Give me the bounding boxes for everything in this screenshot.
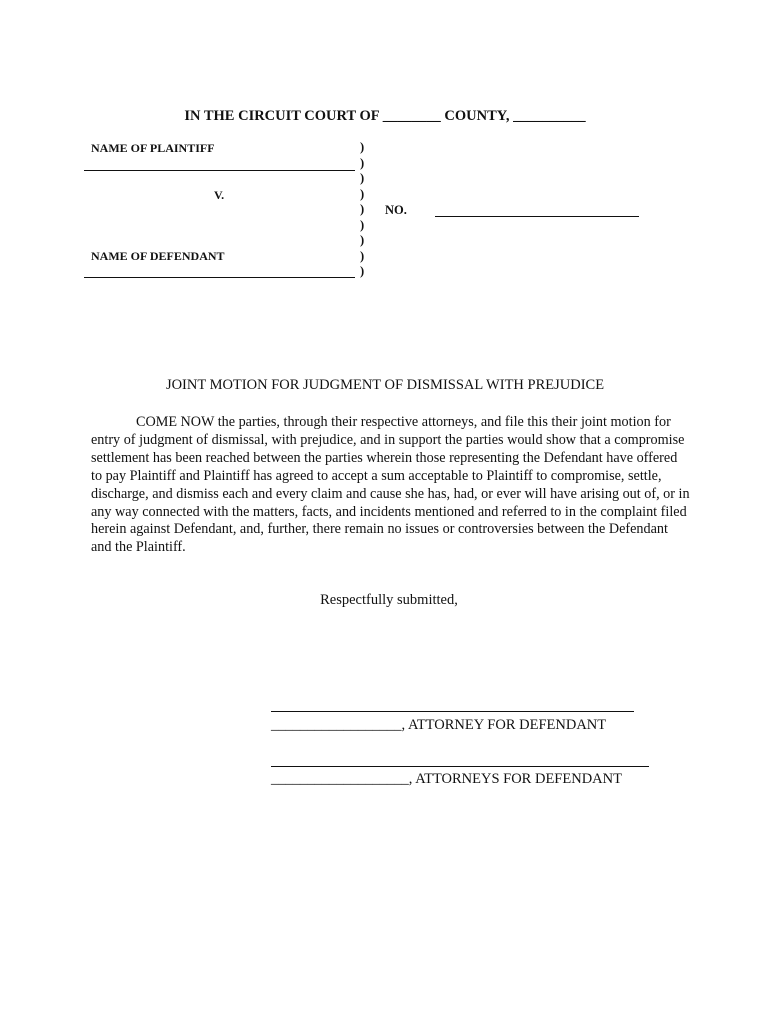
caption-paren: ): [360, 233, 365, 247]
court-title: IN THE CIRCUIT COURT OF ________ COUNTY, __________: [184, 108, 586, 124]
attorney-name-blank: __________________: [271, 717, 402, 733]
caption-paren: ): [360, 264, 365, 278]
defendant-name-line: [84, 277, 355, 278]
caption-paren: ): [360, 248, 365, 263]
case-number-label: NO.: [385, 203, 407, 217]
signature-block-1: [271, 717, 606, 734]
motion-body: COME NOW the parties, through their respective attorneys, and file this their joint motion for entry of judgment of dismissal, with prejudice, and in support the parties would show that a compromise settlement has been reached between the parties wherein those representing the Defendant have offered to pay Plaintiff and Plaintiff has agreed to accept a sum acceptable to Plaintiff to compromise, settle, discharge, and dismiss each and every claim and cause she has, had, or ever will have arising out of, or in any way connected with the matters, facts, and incidents mentioned and referred to in the complaint filed herein against Defendant, and, further, there remain no issues or controversies between the Defendant and the Plaintiff.: [91, 414, 690, 556]
defendant-label: NAME OF DEFENDANT: [91, 249, 225, 263]
closing-text: Respectfully submitted,: [320, 592, 458, 608]
signature-line-2: [271, 766, 649, 767]
caption-paren: ): [360, 171, 365, 185]
caption-paren: ): [360, 202, 365, 216]
case-number-line: [435, 216, 639, 217]
attorney-role: , ATTORNEY FOR DEFENDANT: [401, 717, 607, 733]
caption-paren: ): [360, 155, 365, 170]
signature-line-1: [271, 711, 634, 712]
document-title: JOINT MOTION FOR JUDGMENT OF DISMISSAL WITH PREJUDICE: [165, 377, 605, 393]
versus-label: V.: [214, 188, 225, 202]
attorney-role: , ATTORNEYS FOR DEFENDANT: [408, 771, 622, 787]
caption-paren: ): [360, 186, 365, 201]
caption-paren: ): [360, 140, 365, 154]
plaintiff-label: NAME OF PLAINTIFF: [91, 141, 215, 155]
plaintiff-name-line: [84, 170, 355, 171]
caption-parentheses: [360, 140, 364, 280]
caption-paren: ): [360, 217, 365, 232]
attorney-name-blank: ___________________: [271, 771, 409, 787]
signature-block-2: [271, 771, 622, 788]
